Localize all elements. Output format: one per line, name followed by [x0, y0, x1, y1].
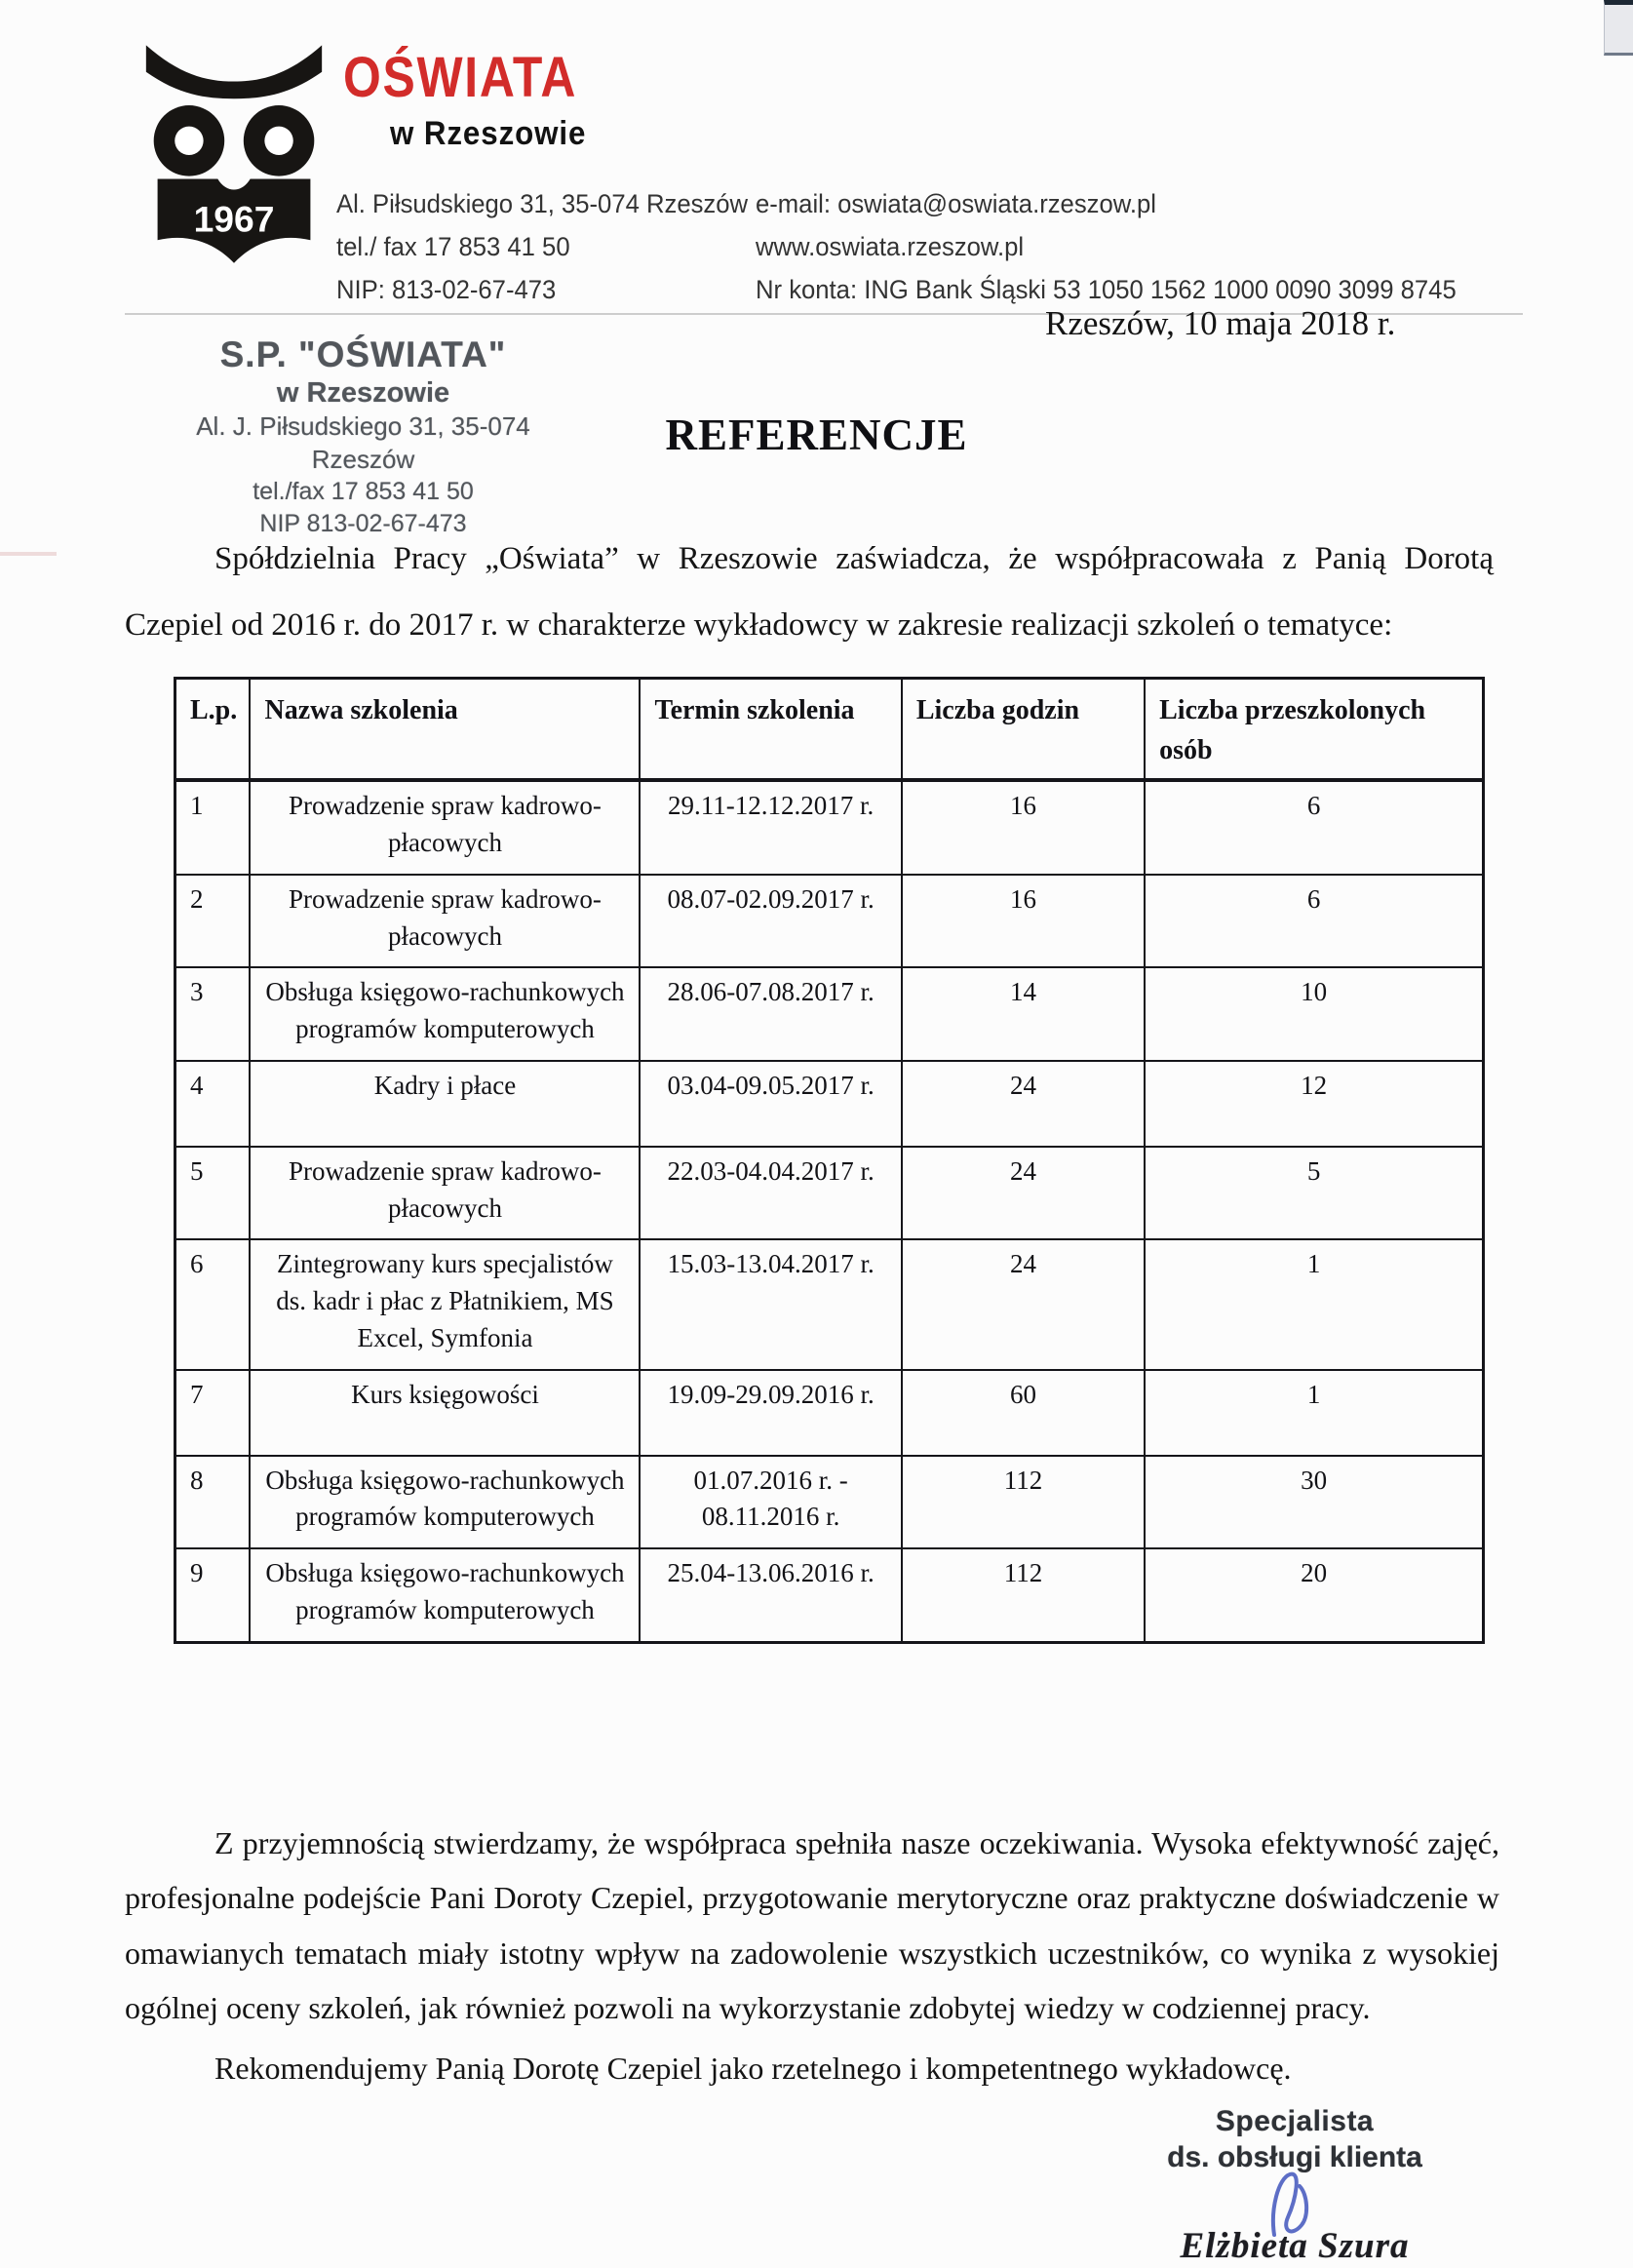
signature-role-line2: ds. obsługi klienta	[1167, 2141, 1422, 2173]
recommendation-paragraph: Rekomendujemy Panią Dorotę Czepiel jako rzetelnego i kompetentnego wykładowcę.	[214, 2051, 1292, 2087]
table-row	[175, 1239, 1484, 1369]
col-header-name: Nazwa szkolenia	[250, 679, 640, 781]
cell-training-name: Prowadzenie spraw kadrowo-płacowych	[250, 875, 640, 968]
cell-hours: 24	[902, 1061, 1145, 1147]
contact-phone: tel./ fax 17 853 41 50	[336, 232, 570, 261]
cell-training-name: Obsługa księgowo-rachunkowych programów komputerowych	[250, 1456, 640, 1549]
brand-name: OŚWIATA	[343, 46, 578, 109]
scan-smudge	[0, 552, 57, 556]
stamp-address: Al. J. Piłsudskiego 31, 35-074 Rzeszów	[196, 411, 530, 474]
cell-training-name: Obsługa księgowo-rachunkowych programów komputerowych	[250, 967, 640, 1061]
col-header-lp: L.p.	[175, 679, 251, 781]
contact-column-right	[756, 182, 1494, 311]
closing-section	[125, 1816, 1499, 2096]
col-header-term: Termin szkolenia	[640, 679, 901, 781]
signature-role-line1: Specjalista	[1215, 2105, 1375, 2137]
cell-persons: 6	[1145, 875, 1483, 968]
cell-persons: 12	[1145, 1061, 1483, 1147]
cell-term: 22.03-04.04.2017 r.	[640, 1147, 901, 1240]
contact-bank-account: Nr konta: ING Bank Śląski 53 1050 1562 1000 0090 3099 8745	[756, 275, 1457, 304]
cell-training-name: Kadry i płace	[250, 1061, 640, 1147]
cell-term: 19.09-29.09.2016 r.	[640, 1370, 901, 1456]
cell-persons: 20	[1145, 1548, 1483, 1642]
cell-lp: 4	[175, 1061, 251, 1147]
cell-persons: 1	[1145, 1239, 1483, 1369]
cell-hours: 14	[902, 967, 1145, 1061]
contact-nip: NIP: 813-02-67-473	[336, 275, 557, 304]
signature-block	[1119, 2104, 1470, 2267]
dateline: Rzeszów, 10 maja 2018 r.	[1045, 304, 1396, 342]
cell-hours: 24	[902, 1147, 1145, 1240]
cell-training-name: Prowadzenie spraw kadrowo-płacowych	[250, 1147, 640, 1240]
contact-email: e-mail: oswiata@oswiata.rzeszow.pl	[756, 189, 1156, 218]
table-row	[175, 1370, 1484, 1456]
document-title: REFERENCJE	[665, 411, 968, 459]
cell-term: 25.04-13.06.2016 r.	[640, 1548, 901, 1642]
owl-logo	[138, 43, 330, 274]
cell-training-name: Kurs księgowości	[250, 1370, 640, 1456]
table-row	[175, 1456, 1484, 1549]
table-row	[175, 967, 1484, 1061]
cell-persons: 1	[1145, 1370, 1483, 1456]
cell-hours: 16	[902, 875, 1145, 968]
owl-logo-icon	[138, 43, 330, 269]
table-header-row	[175, 679, 1484, 781]
col-header-hours: Liczba godzin	[902, 679, 1145, 781]
cell-persons: 6	[1145, 780, 1483, 875]
cell-lp: 8	[175, 1456, 251, 1549]
cell-hours: 112	[902, 1548, 1145, 1642]
logo-year: 1967	[193, 198, 275, 240]
cell-lp: 3	[175, 967, 251, 1061]
table-header	[175, 679, 1484, 781]
stamp-phone: tel./fax 17 853 41 50	[253, 478, 474, 505]
cell-hours: 16	[902, 780, 1145, 875]
cell-hours: 24	[902, 1239, 1145, 1369]
signature-name: Elżbieta Szura	[1180, 2226, 1410, 2266]
table-row	[175, 1548, 1484, 1642]
cell-lp: 5	[175, 1147, 251, 1240]
cell-training-name: Zintegrowany kurs specjalistów ds. kadr i płac z Płatnikiem, MS Excel, Symfonia	[250, 1239, 640, 1369]
contact-website: www.oswiata.rzeszow.pl	[756, 232, 1025, 261]
table-row	[175, 1147, 1484, 1240]
cell-term: 03.04-09.05.2017 r.	[640, 1061, 901, 1147]
table-row	[175, 780, 1484, 875]
cell-term: 29.11-12.12.2017 r.	[640, 780, 901, 875]
cell-hours: 60	[902, 1370, 1145, 1456]
cell-lp: 2	[175, 875, 251, 968]
closing-paragraph: Z przyjemnością stwierdzamy, że współpraca spełniła nasze oczekiwania. Wysoka efektywność zajęć, profesjonalne podejście Pani Doroty Czepiel, przygotowanie merytoryczne oraz praktyczne doświadczenie w omawianych tematach miały istotny wpływ na zadowolenie wszystkich uczestników, co wynika z wysokiej ogólnej oceny szkoleń, jak również pozwoli na wykorzystanie zdobytej wiedzy w codziennej pracy.	[125, 1825, 1499, 2025]
brand-location: w Rzeszowie	[390, 115, 587, 152]
stamp-nip: NIP 813-02-67-473	[259, 510, 467, 537]
col-header-persons: Liczba przeszkolonych osób	[1145, 679, 1483, 781]
contact-address: Al. Piłsudskiego 31, 35-074 Rzeszów	[336, 189, 749, 218]
table-row	[175, 875, 1484, 968]
scan-edge-artifact	[1604, 0, 1633, 56]
cell-hours: 112	[902, 1456, 1145, 1549]
cell-lp: 9	[175, 1548, 251, 1642]
cell-term: 28.06-07.08.2017 r.	[640, 967, 901, 1061]
cell-training-name: Prowadzenie spraw kadrowo-płacowych	[250, 780, 640, 875]
cell-term: 08.07-02.09.2017 r.	[640, 875, 901, 968]
contact-column-left	[336, 182, 769, 311]
table-row	[175, 1061, 1484, 1147]
table-body	[175, 780, 1484, 1642]
cell-persons: 30	[1145, 1456, 1483, 1549]
cell-lp: 7	[175, 1370, 251, 1456]
cell-persons: 5	[1145, 1147, 1483, 1240]
intro-paragraph: Spółdzielnia Pracy „Oświata” w Rzeszowie zaświadcza, że współpracowała z Panią Dorotą Czepiel od 2016 r. do 2017 r. w charakterze wykładowcy w zakresie realizacji szkoleń o tematyce:	[125, 541, 1494, 643]
cell-lp: 6	[175, 1239, 251, 1369]
cell-term: 15.03-13.04.2017 r.	[640, 1239, 901, 1369]
stamp-city: w Rzeszowie	[276, 377, 450, 409]
stamp-company: S.P. "OŚWIATA"	[219, 334, 507, 374]
cell-persons: 10	[1145, 967, 1483, 1061]
trainings-table	[174, 677, 1485, 1644]
cell-term: 01.07.2016 r. - 08.11.2016 r.	[640, 1456, 901, 1549]
cell-lp: 1	[175, 780, 251, 875]
cell-training-name: Obsługa księgowo-rachunkowych programów komputerowych	[250, 1548, 640, 1642]
